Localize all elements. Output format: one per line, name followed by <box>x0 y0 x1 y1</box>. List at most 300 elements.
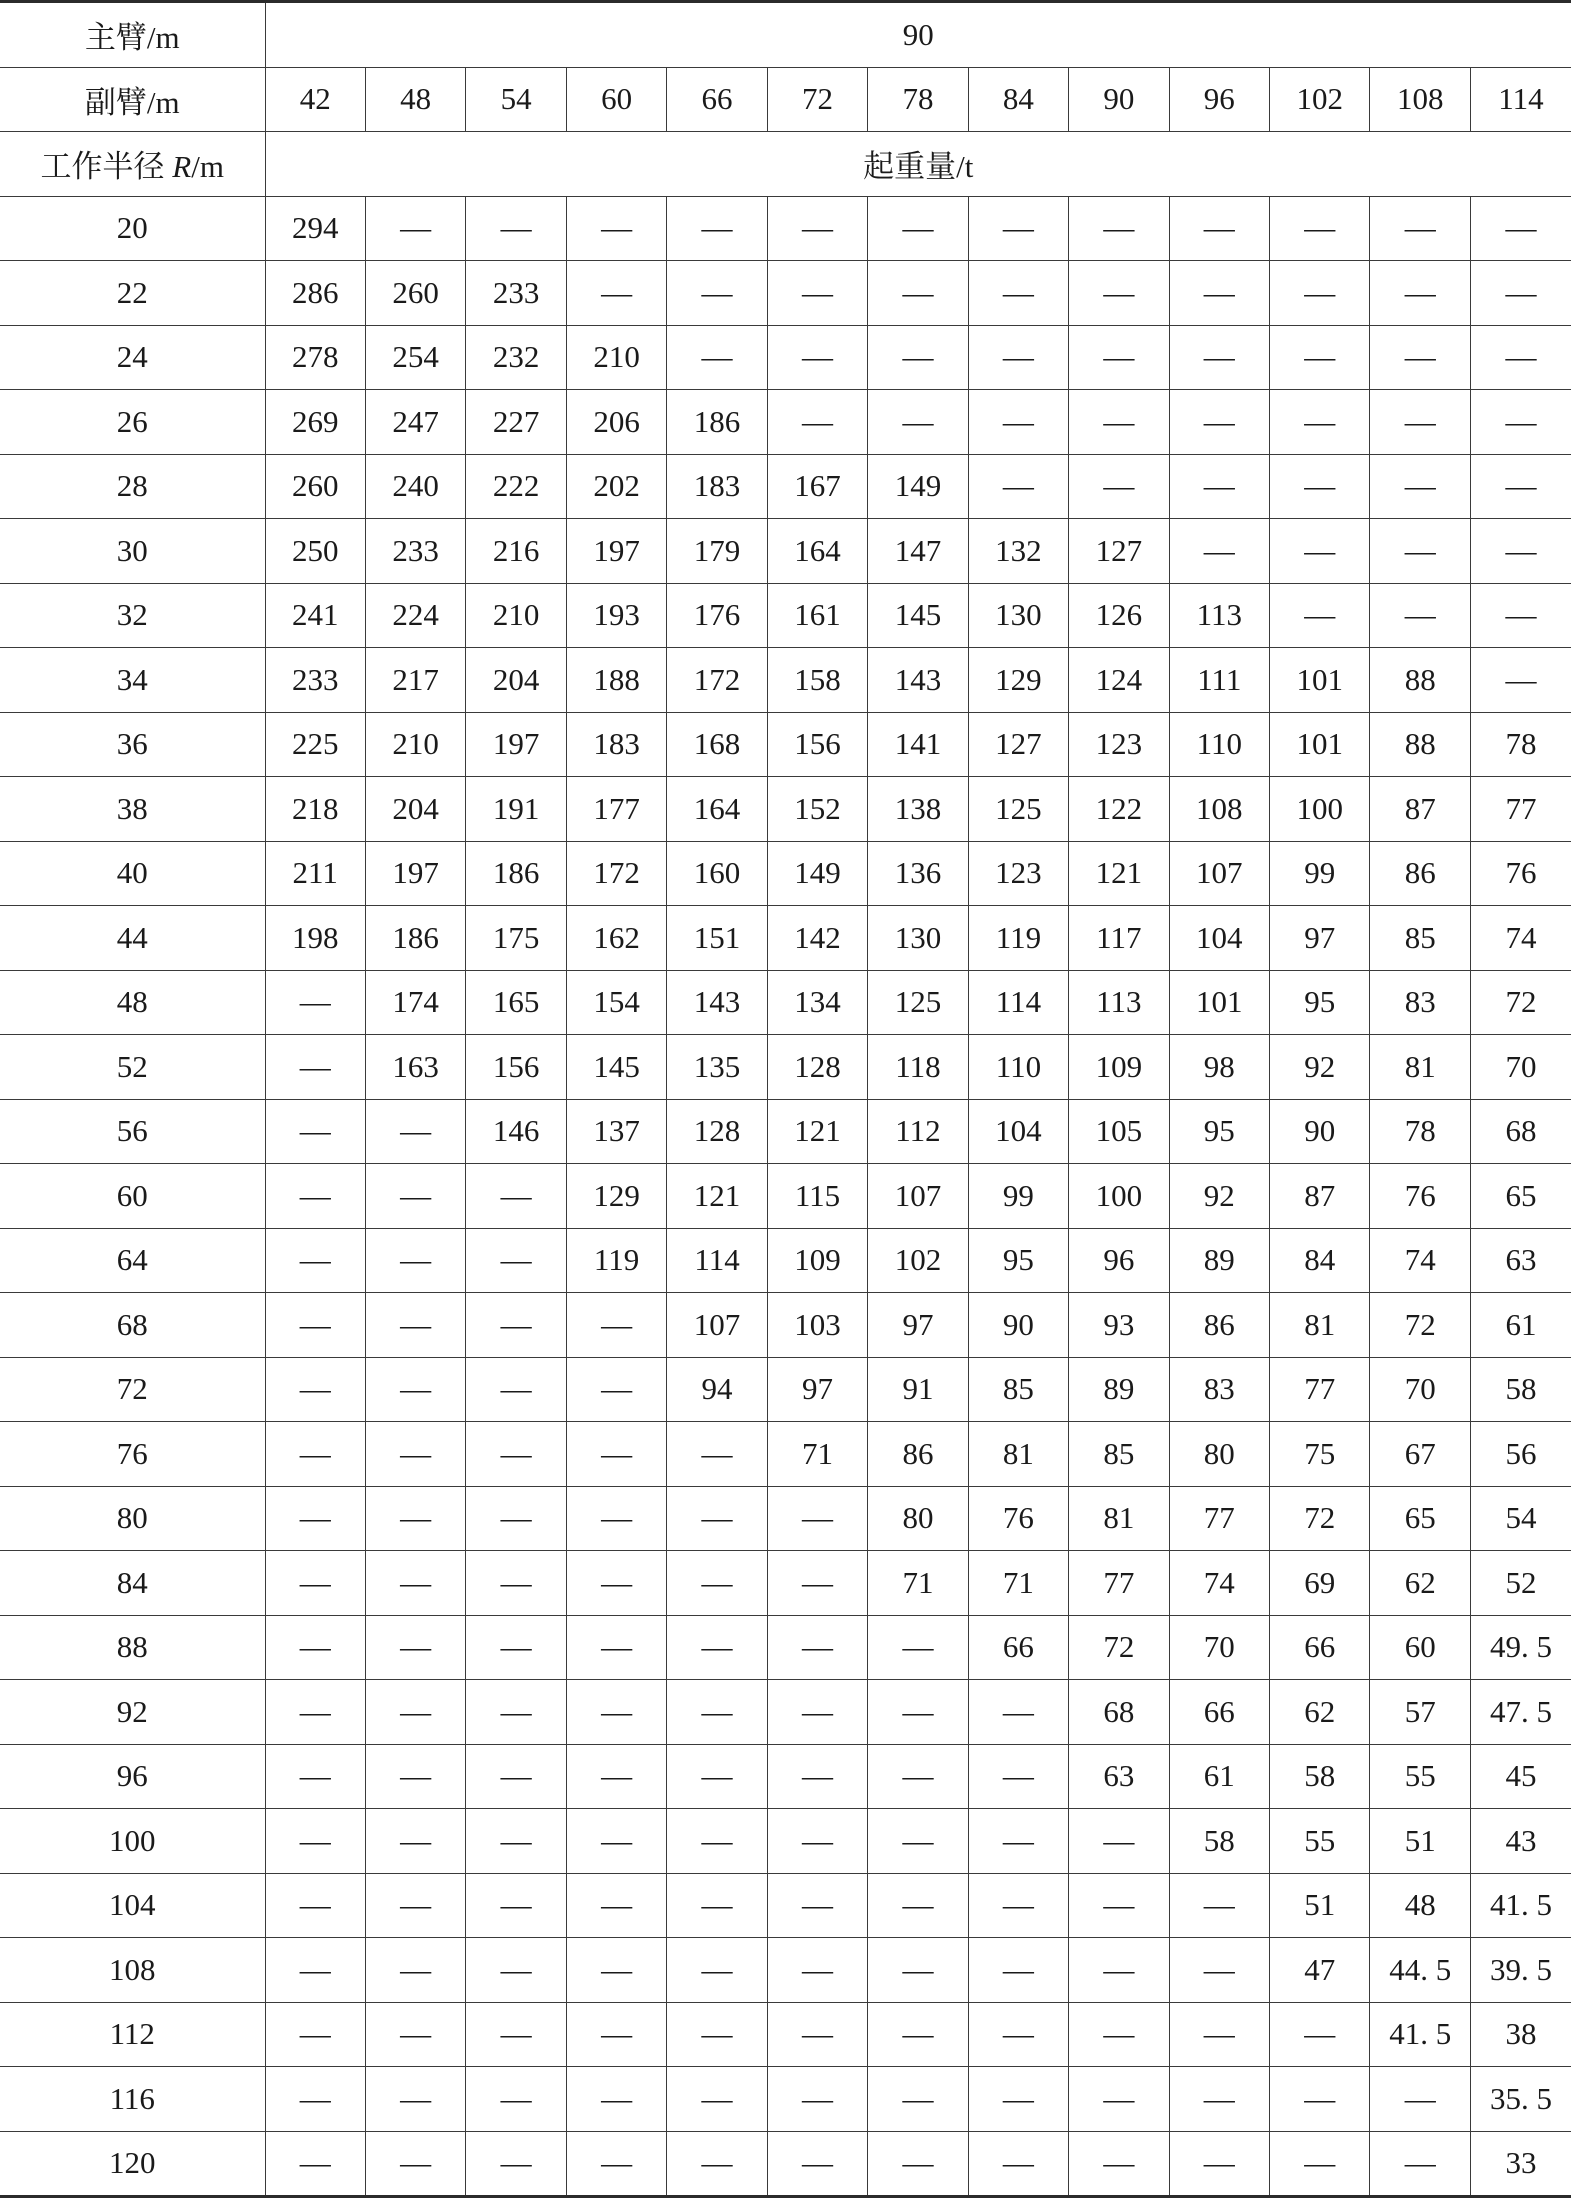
capacity-cell: 61 <box>1470 1293 1571 1358</box>
capacity-cell: — <box>365 1809 465 1874</box>
capacity-cell: 188 <box>566 648 666 713</box>
capacity-cell: 121 <box>767 1099 867 1164</box>
capacity-cell: 71 <box>968 1551 1068 1616</box>
radius-cell: 116 <box>0 2067 265 2132</box>
table-row <box>0 841 1571 906</box>
capacity-cell: 206 <box>566 390 666 455</box>
radius-cell: 20 <box>0 196 265 261</box>
capacity-cell: 54 <box>1470 1486 1571 1551</box>
capacity-cell: 69 <box>1270 1551 1370 1616</box>
capacity-cell: 132 <box>968 519 1068 584</box>
capacity-cell: 60 <box>1370 1615 1470 1680</box>
capacity-cell: 260 <box>365 261 465 326</box>
capacity-cell: 51 <box>1370 1809 1470 1874</box>
capacity-cell: 193 <box>566 583 666 648</box>
capacity-cell: 90 <box>968 1293 1068 1358</box>
capacity-cell: — <box>1470 196 1571 261</box>
radius-cell: 96 <box>0 1744 265 1809</box>
radius-cell: 76 <box>0 1422 265 1487</box>
capacity-cell: 278 <box>265 325 365 390</box>
capacity-label: 起重量/t <box>265 132 1571 197</box>
capacity-cell: 81 <box>968 1422 1068 1487</box>
capacity-cell: 77 <box>1069 1551 1169 1616</box>
capacity-cell: 100 <box>1270 777 1370 842</box>
radius-label-symbol: R <box>172 149 192 185</box>
capacity-cell: 76 <box>968 1486 1068 1551</box>
capacity-cell: 62 <box>1270 1680 1370 1745</box>
capacity-cell: — <box>667 1615 767 1680</box>
capacity-cell: 217 <box>365 648 465 713</box>
capacity-cell: 110 <box>968 1035 1068 1100</box>
capacity-cell: — <box>667 1680 767 1745</box>
table-row <box>0 906 1571 971</box>
capacity-cell: 286 <box>265 261 365 326</box>
capacity-cell: 145 <box>566 1035 666 1100</box>
capacity-cell: 85 <box>1069 1422 1169 1487</box>
capacity-cell: — <box>1470 325 1571 390</box>
capacity-cell: 66 <box>968 1615 1068 1680</box>
capacity-cell: — <box>1069 1938 1169 2003</box>
capacity-cell: 210 <box>566 325 666 390</box>
capacity-cell: — <box>566 196 666 261</box>
capacity-cell: — <box>1069 261 1169 326</box>
capacity-cell: — <box>566 2002 666 2067</box>
capacity-cell: 123 <box>1069 712 1169 777</box>
capacity-cell: — <box>1270 325 1370 390</box>
main-boom-label: 主臂/m <box>0 2 265 68</box>
capacity-cell: 113 <box>1169 583 1269 648</box>
capacity-cell: 218 <box>265 777 365 842</box>
capacity-cell: 104 <box>968 1099 1068 1164</box>
capacity-cell: — <box>265 1357 365 1422</box>
capacity-cell: 115 <box>767 1164 867 1229</box>
capacity-cell: — <box>265 1422 365 1487</box>
capacity-cell: — <box>667 1551 767 1616</box>
capacity-cell: — <box>968 261 1068 326</box>
capacity-cell: 107 <box>667 1293 767 1358</box>
capacity-cell: 84 <box>1270 1228 1370 1293</box>
capacity-cell: 114 <box>667 1228 767 1293</box>
capacity-cell: 92 <box>1270 1035 1370 1100</box>
capacity-cell: — <box>767 2131 867 2197</box>
jib-length-cell: 66 <box>667 67 767 132</box>
capacity-cell: — <box>365 1099 465 1164</box>
capacity-cell: — <box>1270 583 1370 648</box>
capacity-cell: — <box>767 2002 867 2067</box>
capacity-cell: 70 <box>1370 1357 1470 1422</box>
capacity-cell: 121 <box>1069 841 1169 906</box>
capacity-cell: 68 <box>1069 1680 1169 1745</box>
capacity-cell: 87 <box>1270 1164 1370 1229</box>
capacity-cell: — <box>1370 454 1470 519</box>
capacity-cell: — <box>365 1422 465 1487</box>
capacity-cell: 135 <box>667 1035 767 1100</box>
capacity-cell: 111 <box>1169 648 1269 713</box>
capacity-cell: — <box>667 2131 767 2197</box>
capacity-cell: — <box>1370 325 1470 390</box>
capacity-cell: — <box>365 1744 465 1809</box>
capacity-cell: — <box>566 1744 666 1809</box>
capacity-cell: 172 <box>667 648 767 713</box>
capacity-cell: — <box>466 1680 566 1745</box>
capacity-cell: 72 <box>1370 1293 1470 1358</box>
capacity-cell: 81 <box>1069 1486 1169 1551</box>
capacity-cell: 119 <box>968 906 1068 971</box>
capacity-cell: 100 <box>1069 1164 1169 1229</box>
capacity-cell: — <box>868 2002 968 2067</box>
table-row <box>0 1615 1571 1680</box>
capacity-cell: 101 <box>1270 648 1370 713</box>
capacity-cell: 118 <box>868 1035 968 1100</box>
capacity-cell: — <box>1169 1938 1269 2003</box>
capacity-cell: — <box>1270 2131 1370 2197</box>
capacity-cell: — <box>767 2067 867 2132</box>
capacity-cell: 44. 5 <box>1370 1938 1470 2003</box>
capacity-cell: — <box>265 1809 365 1874</box>
capacity-cell: 143 <box>667 970 767 1035</box>
capacity-cell: 145 <box>868 583 968 648</box>
capacity-cell: — <box>968 196 1068 261</box>
capacity-cell: 129 <box>968 648 1068 713</box>
capacity-cell: — <box>1270 390 1370 455</box>
radius-cell: 104 <box>0 1873 265 1938</box>
capacity-cell: 33 <box>1505 2145 1537 2181</box>
capacity-cell: 108 <box>1169 777 1269 842</box>
capacity-cell: 142 <box>767 906 867 971</box>
capacity-cell: 95 <box>1270 970 1370 1035</box>
capacity-cell: 105 <box>1069 1099 1169 1164</box>
table-row <box>0 1551 1571 1616</box>
capacity-cell: 81 <box>1370 1035 1470 1100</box>
capacity-cell: — <box>566 1809 666 1874</box>
capacity-cell: 186 <box>667 390 767 455</box>
capacity-cell: 47. 5 <box>1470 1680 1571 1745</box>
capacity-cell: 156 <box>466 1035 566 1100</box>
capacity-cell: 128 <box>767 1035 867 1100</box>
radius-cell: 120 <box>0 2131 265 2197</box>
capacity-cell: 72 <box>1470 970 1571 1035</box>
capacity-cell: 197 <box>466 712 566 777</box>
jib-length-cell: 90 <box>1069 67 1169 132</box>
capacity-cell: 233 <box>265 648 365 713</box>
jib-length-cell: 96 <box>1169 67 1269 132</box>
radius-cell: 68 <box>0 1293 265 1358</box>
capacity-cell: 197 <box>365 841 465 906</box>
capacity-cell: — <box>868 1680 968 1745</box>
capacity-cell: 107 <box>868 1164 968 1229</box>
capacity-cell: — <box>667 261 767 326</box>
table-row <box>0 261 1571 326</box>
capacity-cell: 186 <box>466 841 566 906</box>
capacity-cell: 232 <box>466 325 566 390</box>
capacity-cell: 103 <box>767 1293 867 1358</box>
capacity-cell: — <box>1270 2067 1370 2132</box>
capacity-cell: 55 <box>1370 1744 1470 1809</box>
table-row <box>0 519 1571 584</box>
capacity-cell: 233 <box>466 261 566 326</box>
capacity-cell: — <box>566 2067 666 2132</box>
capacity-cell: 119 <box>566 1228 666 1293</box>
capacity-cell: — <box>1370 2131 1470 2197</box>
capacity-cell: — <box>767 196 867 261</box>
capacity-cell: 176 <box>667 583 767 648</box>
jib-label: 副臂/m <box>0 67 265 132</box>
table-row <box>0 777 1571 842</box>
capacity-cell: 65 <box>1370 1486 1470 1551</box>
capacity-cell: 86 <box>1370 841 1470 906</box>
capacity-cell: 222 <box>466 454 566 519</box>
capacity-cell: — <box>466 2002 566 2067</box>
table-row <box>0 970 1571 1035</box>
capacity-cell: 94 <box>667 1357 767 1422</box>
capacity-cell: — <box>466 1486 566 1551</box>
table-row <box>0 1422 1571 1487</box>
capacity-cell: — <box>365 1551 465 1616</box>
capacity-cell: 74 <box>1169 1551 1269 1616</box>
capacity-cell: — <box>667 325 767 390</box>
capacity-cell: 66 <box>1270 1615 1370 1680</box>
capacity-cell: 210 <box>365 712 465 777</box>
capacity-cell: 216 <box>466 519 566 584</box>
capacity-cell: — <box>1470 390 1571 455</box>
table-row <box>0 1809 1571 1874</box>
capacity-cell: — <box>968 454 1068 519</box>
table-row <box>0 454 1571 519</box>
table-row <box>0 1164 1571 1229</box>
capacity-cell: — <box>265 1873 365 1938</box>
capacity-cell: 52 <box>1470 1551 1571 1616</box>
capacity-cell: — <box>265 1228 365 1293</box>
capacity-cell: 77 <box>1470 777 1571 842</box>
capacity-cell: — <box>868 390 968 455</box>
capacity-cell: 172 <box>566 841 666 906</box>
capacity-cell: 95 <box>1169 1099 1269 1164</box>
capacity-cell: 63 <box>1470 1228 1571 1293</box>
capacity-cell: 122 <box>1069 777 1169 842</box>
radius-cell: 30 <box>0 519 265 584</box>
capacity-cell: 72 <box>1069 1615 1169 1680</box>
capacity-cell: 294 <box>265 196 365 261</box>
capacity-cell: 165 <box>466 970 566 1035</box>
capacity-cell: 97 <box>1270 906 1370 971</box>
capacity-cell: — <box>1370 196 1470 261</box>
capacity-cell: — <box>365 1938 465 2003</box>
capacity-cell: — <box>365 2131 465 2197</box>
capacity-cell: 102 <box>868 1228 968 1293</box>
capacity-cell: — <box>667 2067 767 2132</box>
capacity-cell: — <box>466 1357 566 1422</box>
capacity-cell: 224 <box>365 583 465 648</box>
capacity-cell: 95 <box>968 1228 1068 1293</box>
capacity-cell: — <box>1370 519 1470 584</box>
capacity-cell: — <box>667 1809 767 1874</box>
jib-length-cell: 60 <box>566 67 666 132</box>
capacity-cell: — <box>1069 2131 1169 2197</box>
capacity-cell: 76 <box>1470 841 1571 906</box>
capacity-cell: 78 <box>1470 712 1571 777</box>
capacity-cell: — <box>466 1422 566 1487</box>
capacity-cell: — <box>1169 390 1269 455</box>
capacity-cell: 71 <box>767 1422 867 1487</box>
capacity-cell: — <box>1169 454 1269 519</box>
capacity-cell: — <box>868 261 968 326</box>
capacity-cell: 35. 5 <box>1470 2067 1571 2132</box>
capacity-cell: — <box>265 2067 365 2132</box>
capacity-cell: 240 <box>365 454 465 519</box>
capacity-cell: 39. 5 <box>1470 1938 1571 2003</box>
capacity-cell: 241 <box>265 583 365 648</box>
capacity-cell: — <box>466 1615 566 1680</box>
capacity-cell: 152 <box>767 777 867 842</box>
capacity-cell: 164 <box>667 777 767 842</box>
capacity-cell: — <box>265 1615 365 1680</box>
capacity-cell: — <box>868 2067 968 2132</box>
capacity-cell: 57 <box>1370 1680 1470 1745</box>
capacity-cell: 81 <box>1270 1293 1370 1358</box>
capacity-cell: — <box>968 1873 1068 1938</box>
table-row <box>0 325 1571 390</box>
capacity-cell: 225 <box>265 712 365 777</box>
capacity-cell: — <box>1270 2002 1370 2067</box>
capacity-cell: — <box>566 2131 666 2197</box>
radius-cell: 84 <box>0 1551 265 1616</box>
capacity-cell: — <box>868 1809 968 1874</box>
capacity-cell: 97 <box>767 1357 867 1422</box>
capacity-cell: 107 <box>1169 841 1269 906</box>
capacity-cell: — <box>767 1486 867 1551</box>
radius-cell: 108 <box>0 1938 265 2003</box>
capacity-cell: 254 <box>365 325 465 390</box>
capacity-cell: — <box>968 2067 1068 2132</box>
capacity-cell: 114 <box>968 970 1068 1035</box>
capacity-cell: 83 <box>1169 1357 1269 1422</box>
table-row <box>0 1099 1571 1164</box>
capacity-cell: — <box>365 1293 465 1358</box>
capacity-cell: 41. 5 <box>1470 1873 1571 1938</box>
capacity-cell: 175 <box>466 906 566 971</box>
capacity-cell: 136 <box>868 841 968 906</box>
radius-cell: 36 <box>0 712 265 777</box>
capacity-cell: 74 <box>1470 906 1571 971</box>
capacity-cell: 260 <box>265 454 365 519</box>
capacity-cell: 47 <box>1270 1938 1370 2003</box>
capacity-cell: — <box>1470 583 1571 648</box>
table-row <box>0 712 1571 777</box>
capacity-cell: — <box>968 2002 1068 2067</box>
jib-length-cell: 84 <box>968 67 1068 132</box>
capacity-cell: — <box>1069 454 1169 519</box>
capacity-cell: 49. 5 <box>1470 1615 1571 1680</box>
capacity-cell: 78 <box>1370 1099 1470 1164</box>
jib-length-cell: 102 <box>1270 67 1370 132</box>
capacity-cell: — <box>566 1486 666 1551</box>
capacity-cell: 210 <box>466 583 566 648</box>
capacity-cell: 63 <box>1069 1744 1169 1809</box>
capacity-cell: 109 <box>1069 1035 1169 1100</box>
capacity-cell: 93 <box>1069 1293 1169 1358</box>
capacity-cell: — <box>365 1357 465 1422</box>
table-row <box>0 1357 1571 1422</box>
table-row <box>0 1744 1571 1809</box>
capacity-cell: 198 <box>265 906 365 971</box>
capacity-cell: — <box>1069 2002 1169 2067</box>
capacity-cell: 149 <box>767 841 867 906</box>
capacity-cell: 233 <box>365 519 465 584</box>
capacity-cell: — <box>1169 2131 1269 2197</box>
capacity-cell: 86 <box>1169 1293 1269 1358</box>
capacity-cell: 143 <box>868 648 968 713</box>
capacity-cell: 85 <box>968 1357 1068 1422</box>
capacity-cell: — <box>265 1293 365 1358</box>
radius-label-suffix: /m <box>191 149 224 185</box>
capacity-cell: 80 <box>1169 1422 1269 1487</box>
table-row <box>0 1680 1571 1745</box>
capacity-cell: 127 <box>1069 519 1169 584</box>
capacity-cell: — <box>566 1938 666 2003</box>
capacity-cell: — <box>968 1744 1068 1809</box>
capacity-cell: — <box>1069 196 1169 261</box>
capacity-cell: 43 <box>1470 1809 1571 1874</box>
capacity-cell: 56 <box>1470 1422 1571 1487</box>
radius-cell: 52 <box>0 1035 265 1100</box>
capacity-cell: — <box>667 1873 767 1938</box>
capacity-cell: — <box>265 1099 365 1164</box>
jib-length-cell: 78 <box>868 67 968 132</box>
capacity-cell: 62 <box>1370 1551 1470 1616</box>
radius-cell: 64 <box>0 1228 265 1293</box>
capacity-cell: — <box>667 1744 767 1809</box>
capacity-cell: 110 <box>1169 712 1269 777</box>
capacity-cell: 126 <box>1069 583 1169 648</box>
jib-length-cell: 114 <box>1470 67 1571 132</box>
capacity-cell: 125 <box>868 970 968 1035</box>
capacity-cell: 66 <box>1169 1680 1269 1745</box>
capacity-cell: — <box>365 1873 465 1938</box>
capacity-cell: 164 <box>767 519 867 584</box>
capacity-cell: 89 <box>1069 1357 1169 1422</box>
capacity-cell: — <box>265 1035 365 1100</box>
capacity-cell: 87 <box>1370 777 1470 842</box>
jib-length-cell: 48 <box>365 67 465 132</box>
capacity-cell: 70 <box>1169 1615 1269 1680</box>
capacity-cell: 124 <box>1069 648 1169 713</box>
capacity-cell: 158 <box>767 648 867 713</box>
capacity-cell: — <box>265 2002 365 2067</box>
capacity-cell: 163 <box>365 1035 465 1100</box>
capacity-cell: 138 <box>868 777 968 842</box>
radius-cell: 40 <box>0 841 265 906</box>
capacity-cell: 162 <box>566 906 666 971</box>
capacity-cell: — <box>466 1164 566 1229</box>
capacity-cell: — <box>868 1938 968 2003</box>
table-row <box>0 1228 1571 1293</box>
capacity-cell: — <box>566 1680 666 1745</box>
capacity-cell: — <box>265 970 365 1035</box>
capacity-cell: 90 <box>1270 1099 1370 1164</box>
capacity-cell: — <box>466 1293 566 1358</box>
capacity-cell: — <box>265 1680 365 1745</box>
capacity-cell: — <box>868 1615 968 1680</box>
capacity-cell: — <box>767 1938 867 2003</box>
capacity-cell: 130 <box>968 583 1068 648</box>
capacity-cell: 137 <box>566 1099 666 1164</box>
capacity-cell: — <box>566 1615 666 1680</box>
capacity-cell: — <box>365 2002 465 2067</box>
capacity-cell: — <box>1370 390 1470 455</box>
capacity-cell: — <box>1270 519 1370 584</box>
capacity-cell: 141 <box>868 712 968 777</box>
capacity-cell: — <box>265 1486 365 1551</box>
